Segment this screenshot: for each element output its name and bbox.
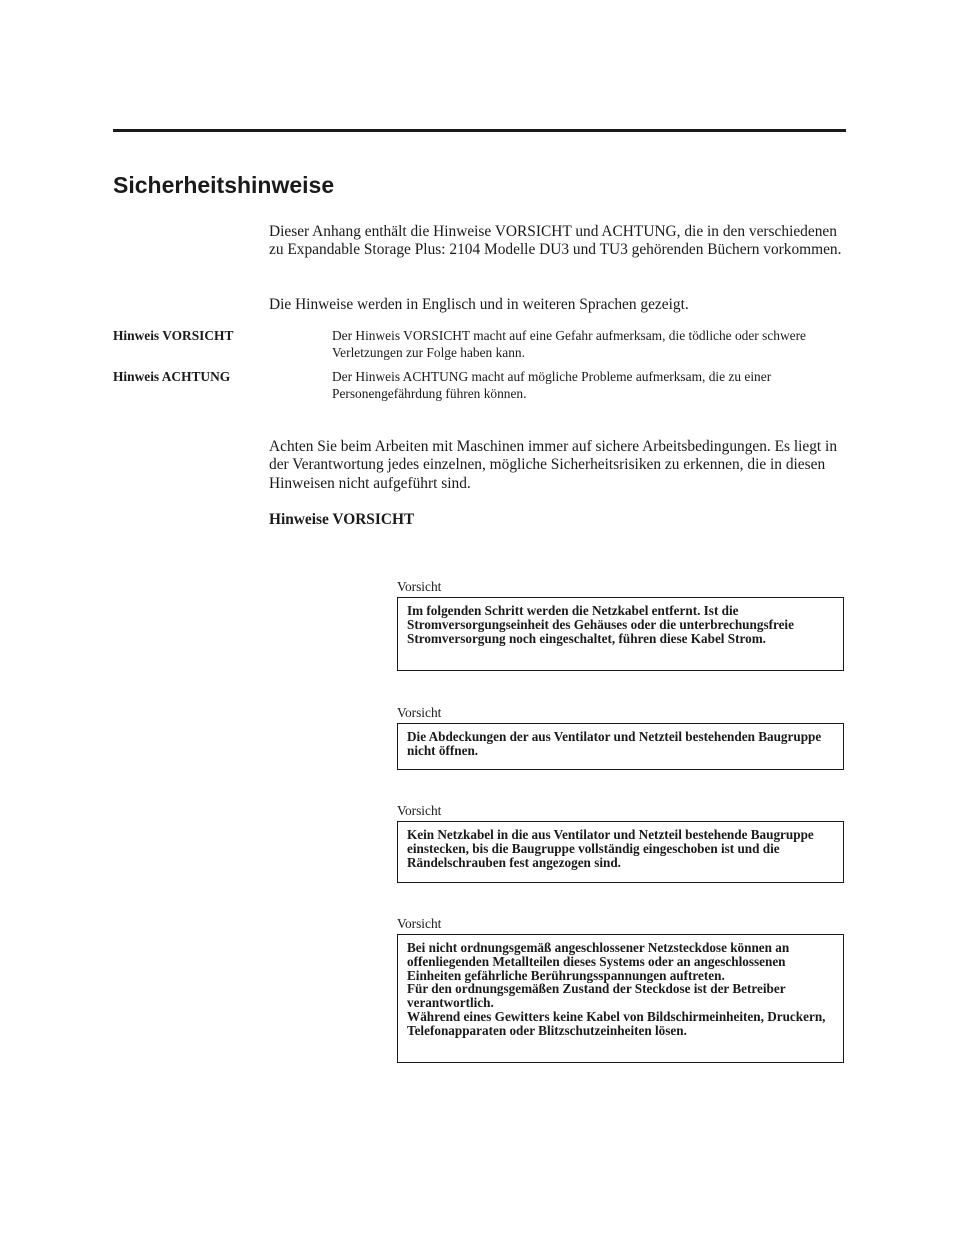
notice-box: [397, 821, 844, 883]
notice-box: [397, 597, 844, 671]
notice-text: Die Abdeckungen der aus Ventilator und Netzteil bestehenden Baugruppe nicht öffnen.: [407, 729, 822, 758]
notice-box: [397, 934, 844, 1063]
definition-term-vorsicht: Hinweis VORSICHT: [113, 328, 234, 343]
notice-box: [397, 723, 844, 770]
notice-label: Vorsicht: [397, 916, 442, 931]
notice-text: Bei nicht ordnungsgemäß angeschlossener Netzsteckdose können an offenliegenden Metallteilen dieses Systems oder an angeschlossenen Einheiten gefährliche Berührungsspannungen auftreten.: [407, 940, 790, 983]
section-heading: Hinweise VORSICHT: [269, 511, 415, 528]
notice-text: Kein Netzkabel in die aus Ventilator und Netzteil bestehende Baugruppe einstecken, bis die Baugruppe vollständig eingeschoben ist und die Rändelschrauben fest angezogen sind.: [407, 827, 814, 870]
top-rule: [113, 129, 846, 132]
notice-text: Im folgenden Schritt werden die Netzkabel entfernt. Ist die Stromversorgungseinheit des Gehäuses oder die unterbrechungsfreie Stromversorgung noch eingeschaltet, führen diese Kabel Strom.: [407, 603, 794, 646]
notice-label: Vorsicht: [397, 579, 442, 594]
notice-text: Während eines Gewitters keine Kabel von Bildschirmeinheiten, Druckern, Telefonapparaten oder Blitzschutzeinheiten lösen.: [407, 1008, 826, 1038]
definition-description-vorsicht: Der Hinweis VORSICHT macht auf eine Gefahr aufmerksam, die tödliche oder schwere Verletzungen zur Folge haben kann.: [332, 328, 806, 360]
definition-description-achtung: Der Hinweis ACHTUNG macht auf mögliche Probleme aufmerksam, die zu einer Personengefährdung führen können.: [332, 369, 772, 401]
notice-text: Für den ordnungsgemäßen Zustand der Steckdose ist der Betreiber verantwortlich.: [407, 981, 786, 1011]
safety-paragraph: Achten Sie beim Arbeiten mit Maschinen immer auf sichere Arbeitsbedingungen. Es liegt in der Verantwortung jedes einzelnen, mögliche Sicherheitsrisiken zu erkennen, die in diesen Hinweisen nicht aufgeführt sind.: [269, 438, 838, 492]
languages-paragraph: Die Hinweise werden in Englisch und in weiteren Sprachen gezeigt.: [269, 296, 689, 313]
definition-term-achtung: Hinweis ACHTUNG: [113, 369, 231, 384]
notice-label: Vorsicht: [397, 705, 442, 720]
notice-label: Vorsicht: [397, 803, 442, 818]
page-title: Sicherheitshinweise: [113, 172, 335, 198]
intro-paragraph: Dieser Anhang enthält die Hinweise VORSICHT und ACHTUNG, die in den verschiedenen zu Expandable Storage Plus: 2104 Modelle DU3 und TU3 gehörenden Büchern vorkommen.: [269, 223, 842, 259]
